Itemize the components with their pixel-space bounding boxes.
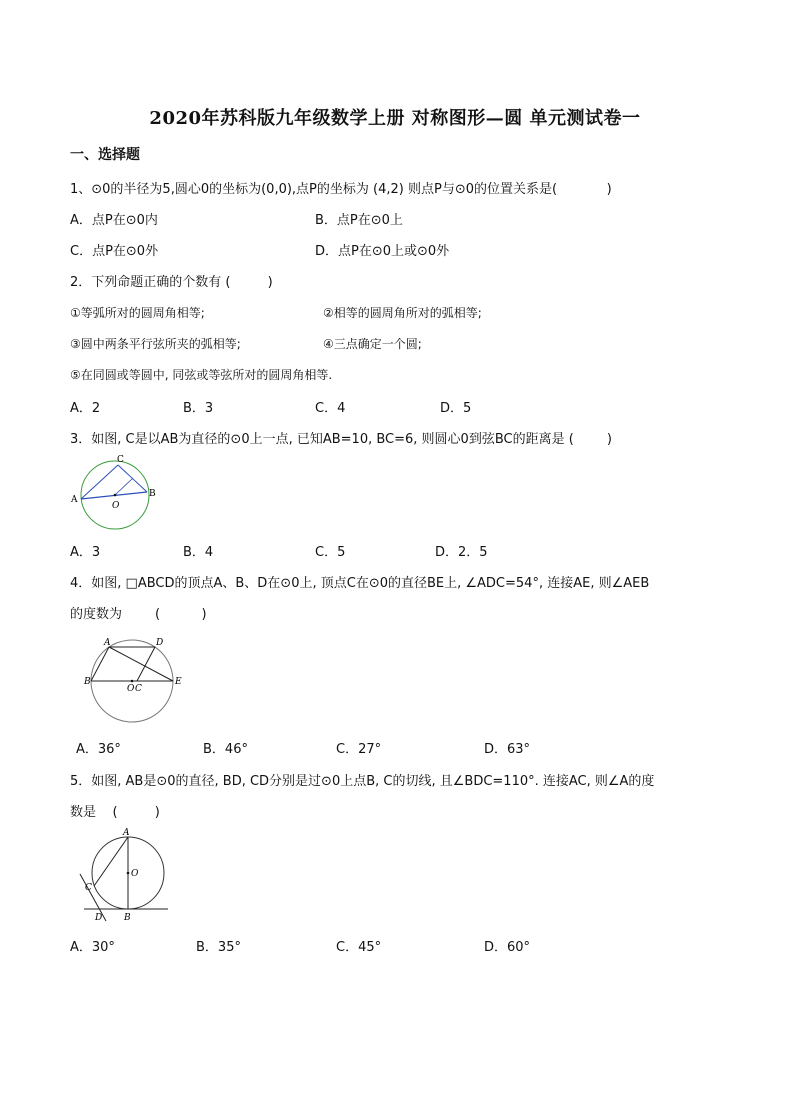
q3-option-c: C．5 xyxy=(315,545,346,560)
q4-option-b: B．46° xyxy=(203,742,248,757)
fig5-label-c: C xyxy=(85,883,92,893)
q2-statement-3: ③圆中两条平行弦所夹的弧相等; xyxy=(70,337,241,351)
fig3-chord-ac xyxy=(81,465,118,499)
q5-option-b: B．35° xyxy=(196,940,241,955)
q1-option-c: C．点P在⊙0外 xyxy=(70,244,159,259)
fig3-center-dot xyxy=(114,494,117,497)
question-5-stem-line-1: 5．如图, AB是⊙0的直径, BD, CD分别是过⊙0上点B, C的切线, 且∠BDC=110°. 连接AC, 则∠A的度 xyxy=(70,774,655,789)
question-4-stem-line-2: 的度数为 ( ) xyxy=(70,607,207,622)
fig4-center-dot xyxy=(131,680,134,683)
fig4-label-c: C xyxy=(135,684,142,694)
q5-option-d: D．60° xyxy=(484,940,531,955)
fig3-label-a: A xyxy=(71,495,78,505)
q2-option-d: D．5 xyxy=(440,401,472,416)
q3-option-a: A．3 xyxy=(70,545,101,560)
fig4-label-e: E xyxy=(175,677,182,687)
question-2-stem: 2．下列命题正确的个数有 ( ) xyxy=(70,275,273,290)
fig4-label-b: B xyxy=(84,677,91,687)
fig4-label-a: A xyxy=(104,638,111,648)
question-3-stem: 3．如图, C是以AB为直径的⊙0上一点, 已知AB=10, BC=6, 则圆心0到弦BC的距离是 ( ) xyxy=(70,432,612,447)
fig3-label-c: C xyxy=(117,455,124,465)
fig5-label-o: O xyxy=(131,869,139,879)
q1-option-a: A．点P在⊙0内 xyxy=(70,213,158,228)
fig5-label-a: A xyxy=(123,828,130,838)
q2-statement-5: ⑤在同圆或等圆中, 同弦或等弦所对的圆周角相等. xyxy=(70,368,333,382)
q2-statement-2: ②相等的圆周角所对的弧相等; xyxy=(323,306,482,320)
fig3-label-b: B xyxy=(149,489,156,499)
q2-statement-4: ④三点确定一个圆; xyxy=(323,337,422,351)
fig5-label-b: B xyxy=(124,913,131,923)
q2-option-c: C．4 xyxy=(315,401,346,416)
page-title: 2020年苏科版九年级数学上册 对称图形—圆 单元测试卷一 xyxy=(149,108,641,129)
fig4-side-ab xyxy=(91,647,109,681)
fig5-label-d: D xyxy=(95,913,103,923)
question-4-stem-line-1: 4．如图, □ABCD的顶点A、B、D在⊙0上, 顶点C在⊙0的直径BE上, ∠ADC=54°, 连接AE, 则∠AEB xyxy=(70,576,650,591)
fig3-label-o: O xyxy=(112,501,120,511)
section-heading: 一、选择题 xyxy=(70,147,140,163)
q5-option-a: A．30° xyxy=(70,940,115,955)
q4-option-d: D．63° xyxy=(484,742,531,757)
fig5-chord-ac xyxy=(94,837,128,886)
q1-option-b: B．点P在⊙0上 xyxy=(315,213,403,228)
question-5-stem-line-2: 数是 ( ) xyxy=(70,805,160,820)
fig5-center-dot xyxy=(127,872,130,875)
fig3-segment-od xyxy=(115,478,133,495)
fig4-label-d: D xyxy=(156,638,164,648)
q4-option-c: C．27° xyxy=(336,742,382,757)
fig4-segment-ae xyxy=(109,647,173,681)
q3-option-d: D．2．5 xyxy=(435,545,488,560)
question-1-stem: 1、⊙0的半径为5,圆心0的坐标为(0,0),点P的坐标为 (4,2) 则点P与⊙0的位置关系是( ) xyxy=(70,182,612,197)
q1-option-d: D．点P在⊙0上或⊙0外 xyxy=(315,244,450,259)
q5-option-c: C．45° xyxy=(336,940,382,955)
figure-q5-tangent-circle xyxy=(78,828,170,922)
figure-q4-parallelogram-circle xyxy=(84,633,186,723)
fig4-label-o: O xyxy=(127,684,135,694)
q3-option-b: B．4 xyxy=(183,545,214,560)
q2-option-a: A．2 xyxy=(70,401,101,416)
figure-q3-circle-diagram xyxy=(70,452,160,534)
q2-statement-1: ①等弧所对的圆周角相等; xyxy=(70,306,205,320)
q2-option-b: B．3 xyxy=(183,401,214,416)
q4-option-a: A．36° xyxy=(76,742,121,757)
fig4-side-dc xyxy=(137,647,155,681)
